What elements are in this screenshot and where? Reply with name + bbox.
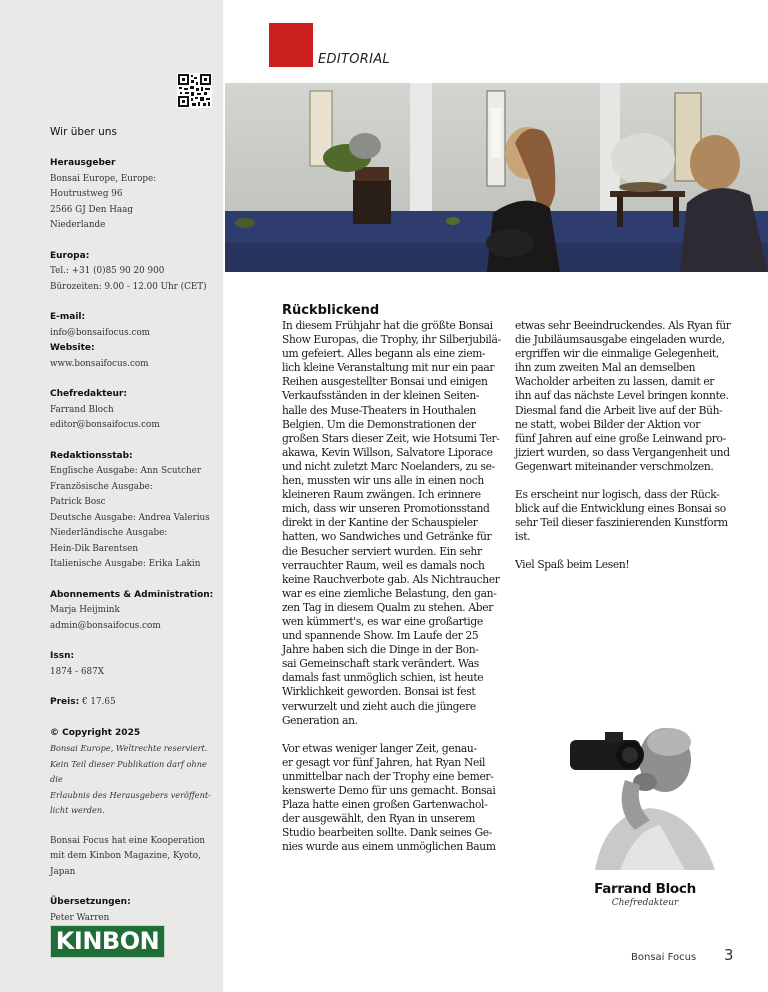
page-number: 3: [724, 946, 734, 964]
europe-phone: Tel.: +31 (0)85 90 20 900: [50, 266, 165, 276]
section-marker-square: [269, 23, 313, 67]
text-line: Viel Spaß beim Lesen!: [515, 558, 630, 572]
issn-block: [50, 649, 220, 680]
cooperation-line: mit dem Kinbon Magazine, Kyoto,: [50, 851, 201, 861]
text-line: und nicht zuletzt Marc Noelanders, zu se-: [282, 459, 495, 473]
text-line: kleineren Raum zwängen. Ich erinnere: [282, 488, 481, 502]
article-title: Rückblickend: [282, 303, 380, 318]
text-line: etwas sehr Beeindruckendes. Als Ryan für: [515, 319, 731, 332]
text-line: Generation an.: [282, 713, 358, 727]
article-column-2: [515, 319, 745, 587]
article-paragraph: [515, 558, 745, 572]
text-line: ergriffen wir die einmalige Gelegenheit,: [515, 347, 719, 361]
staff-line: Italienische Ausgabe: Erika Lakin: [50, 559, 201, 569]
text-line: zen Tag in diesem Qualm zu stehen. Aber: [282, 600, 493, 614]
price-value: € 17.65: [81, 697, 116, 707]
publisher-line: 2566 GJ Den Haag: [50, 204, 134, 215]
text-line: Vor etwas weniger langer Zeit, genau-: [282, 741, 477, 755]
price-block: [50, 695, 220, 711]
article-paragraph: [282, 319, 512, 728]
editorial-staff-block: [50, 449, 220, 573]
cooperation-block: [50, 834, 220, 881]
text-line: akawa, Kevin Willson, Salvatore Liporace: [282, 445, 493, 459]
section-label: EDITORIAL: [318, 52, 390, 67]
text-line: unmittelbar nach der Trophy eine bemer-: [282, 769, 494, 783]
text-line: ist.: [515, 530, 531, 544]
text-line: sehr Teil dieser faszinierenden Kunstform: [515, 516, 728, 530]
copyright-heading: © Copyright 2025: [50, 727, 141, 738]
contact-block: [50, 310, 220, 372]
kinbon-logo[interactable]: KINBON: [50, 925, 165, 958]
text-line: fünf Jahren auf eine große Leinwand pro-: [515, 431, 726, 445]
text-line: wen kümmert's, es war eine großartige: [282, 614, 483, 628]
text-line: Es erscheint nur logisch, dass der Rück-: [515, 488, 720, 502]
editorial-staff-heading: Redaktionsstab:: [50, 450, 133, 461]
text-line: hen, mussten wir uns alle in einen noch: [282, 474, 484, 488]
text-line: er gesagt vor fünf Jahren, hat Ryan Neil: [282, 755, 486, 769]
text-line: Wirklichkeit geworden. Bonsai ist fest: [282, 685, 476, 699]
text-line: der ausgewählt, den Ryan in unserem: [282, 812, 476, 826]
masthead-content: [50, 125, 220, 941]
text-line: In diesem Frühjahr hat die größte Bonsai: [282, 319, 493, 332]
text-line: ne statt, wobei Bilder der Aktion vor: [515, 417, 700, 431]
subscriptions-email-link[interactable]: admin@bonsaifocus.com: [50, 620, 161, 631]
text-line: jiziert wurden, so dass Vergangenheit und: [515, 445, 730, 459]
text-line: hatten, wo Sandwiches und Getränke für: [282, 530, 492, 544]
website-heading: Website:: [50, 343, 95, 353]
publisher-heading: Herausgeber: [50, 158, 116, 168]
translations-heading: Übersetzungen:: [50, 897, 131, 907]
author-name: Farrand Bloch: [594, 881, 696, 897]
text-line: verwurzelt und zieht auch die jüngere: [282, 699, 476, 713]
europe-heading: Europa:: [50, 250, 90, 261]
issn-value: 1874 - 687X: [50, 666, 105, 677]
europe-block: [50, 249, 220, 296]
copyright-block: [50, 726, 220, 819]
translator-name: Peter Warren: [50, 912, 110, 923]
sidebar-title: Wir über uns: [50, 126, 117, 138]
text-line: halle des Muse-Theaters in Houthalen: [282, 403, 476, 417]
article-paragraph: [515, 488, 745, 544]
author-role: Chefredakteur: [611, 898, 679, 908]
translations-block: [50, 895, 220, 926]
publisher-line: Bonsai Europe, Europe:: [50, 173, 157, 184]
text-line: Belgien. Um die Demonstrationen der: [282, 417, 476, 431]
masthead-sidebar: [0, 0, 223, 992]
publisher-block: [50, 156, 220, 234]
text-line: keine Rauchverbote gab. Als Nichtraucher: [282, 572, 500, 586]
editor-heading: Chefredakteur:: [50, 389, 127, 399]
text-line: Show Europas, die Trophy, ihr Silberjubilä-: [282, 333, 501, 347]
website-link[interactable]: www.bonsaifocus.com: [50, 358, 149, 369]
text-line: um gefeiert. Alles begann als eine ziem-: [282, 347, 486, 361]
staff-line: Hein-Dik Barentsen: [50, 543, 139, 554]
cooperation-line: Bonsai Focus hat eine Kooperation: [50, 835, 206, 846]
staff-line: Deutsche Ausgabe: Andrea Valerius: [50, 512, 210, 523]
text-line: Diesmal fand die Arbeit live auf der Büh-: [515, 403, 723, 417]
text-line: blick auf die Entwicklung eines Bonsai so: [515, 502, 726, 516]
email-heading: E-mail:: [50, 312, 86, 322]
text-line: ihn auf das nächste Level bringen konnte.: [515, 389, 729, 403]
cooperation-line: Japan: [50, 866, 76, 877]
article-paragraph: [515, 319, 745, 474]
copyright-line: Erlaubnis des Herausgebers veröffent-: [50, 789, 211, 800]
text-line: kenswerte Demo für uns gemacht. Bonsai: [282, 784, 496, 797]
text-line: Verkaufsständen in der kleinen Seiten-: [282, 389, 480, 403]
email-link[interactable]: info@bonsaifocus.com: [50, 327, 151, 338]
text-line: Gegenwart miteinander verschmolzen.: [515, 459, 714, 473]
editor-name: Farrand Bloch: [50, 404, 114, 415]
copyright-line: Kein Teil dieser Publikation darf ohne die: [50, 758, 207, 784]
staff-line: Niederländische Ausgabe:: [50, 528, 168, 538]
text-line: Studio bearbeiten sollte. Dank seines Ge-: [282, 826, 493, 840]
text-line: Jahre haben sich die Dinge in der Bon-: [282, 643, 479, 657]
price-label: Preis:: [50, 697, 80, 707]
editor-block: [50, 387, 220, 434]
text-line: Reihen ausgestellter Bonsai und einigen: [282, 375, 488, 389]
text-line: großen Stars dieser Zeit, wie Hotsumi Ter-: [282, 431, 500, 445]
text-line: sai Gemeinschaft stark verändert. Was: [282, 657, 479, 671]
text-line: direkt in der Kantine der Schauspieler: [282, 516, 478, 530]
copyright-line: licht werden.: [50, 805, 105, 815]
text-line: die Jubiläumsausgabe eingeladen wurde,: [515, 333, 725, 347]
copyright-line: Bonsai Europe, Weltrechte reserviert.: [50, 743, 208, 753]
text-line: die Besucher serviert wurden. Ein sehr: [282, 544, 482, 558]
staff-line: Patrick Bosc: [50, 497, 106, 507]
text-line: ihn zum zweiten Mal an demselben: [515, 361, 696, 375]
text-line: nies wurde aus einem unmöglichen Baum: [282, 840, 496, 854]
text-line: Plaza hatte einen großen Gartenwachol-: [282, 798, 488, 812]
staff-line: Englische Ausgabe: Ann Scutcher: [50, 466, 202, 476]
editor-email-link[interactable]: editor@bonsaifocus.com: [50, 420, 160, 430]
publisher-line: Houtrustweg 96: [50, 189, 123, 199]
article-paragraph: [282, 742, 512, 855]
staff-line: Französische Ausgabe:: [50, 481, 153, 492]
text-line: war es eine ziemliche Belastung, den gan-: [282, 586, 497, 600]
footer-magazine-name: Bonsai Focus: [631, 952, 697, 963]
subscriptions-block: [50, 588, 220, 635]
author-photo: [565, 720, 725, 870]
article-column-1: [282, 319, 512, 868]
text-line: lich kleine Veranstaltung mit nur ein paar: [282, 361, 495, 375]
publisher-line: Niederlande: [50, 220, 106, 230]
subscriptions-heading: Abonnements & Administration:: [50, 589, 214, 600]
text-line: damals fast unmöglich schien, ist heute: [282, 671, 484, 685]
text-line: verrauchter Raum, weil es damals noch: [282, 558, 485, 572]
text-line: Wacholder arbeiten zu lassen, damit er: [515, 375, 715, 389]
exhibition-photo: [225, 83, 768, 272]
text-line: und spannende Show. Im Laufe der 25: [282, 629, 479, 643]
qr-code-icon[interactable]: [177, 73, 212, 108]
issn-heading: Issn:: [50, 651, 75, 661]
subscriptions-name: Marja Heijmink: [50, 605, 120, 615]
text-line: mich, dass wir unseren Promotionsstand: [282, 502, 490, 516]
price-line: [50, 695, 220, 711]
europe-hours: Bürozeiten: 9.00 - 12.00 Uhr (CET): [50, 281, 207, 292]
